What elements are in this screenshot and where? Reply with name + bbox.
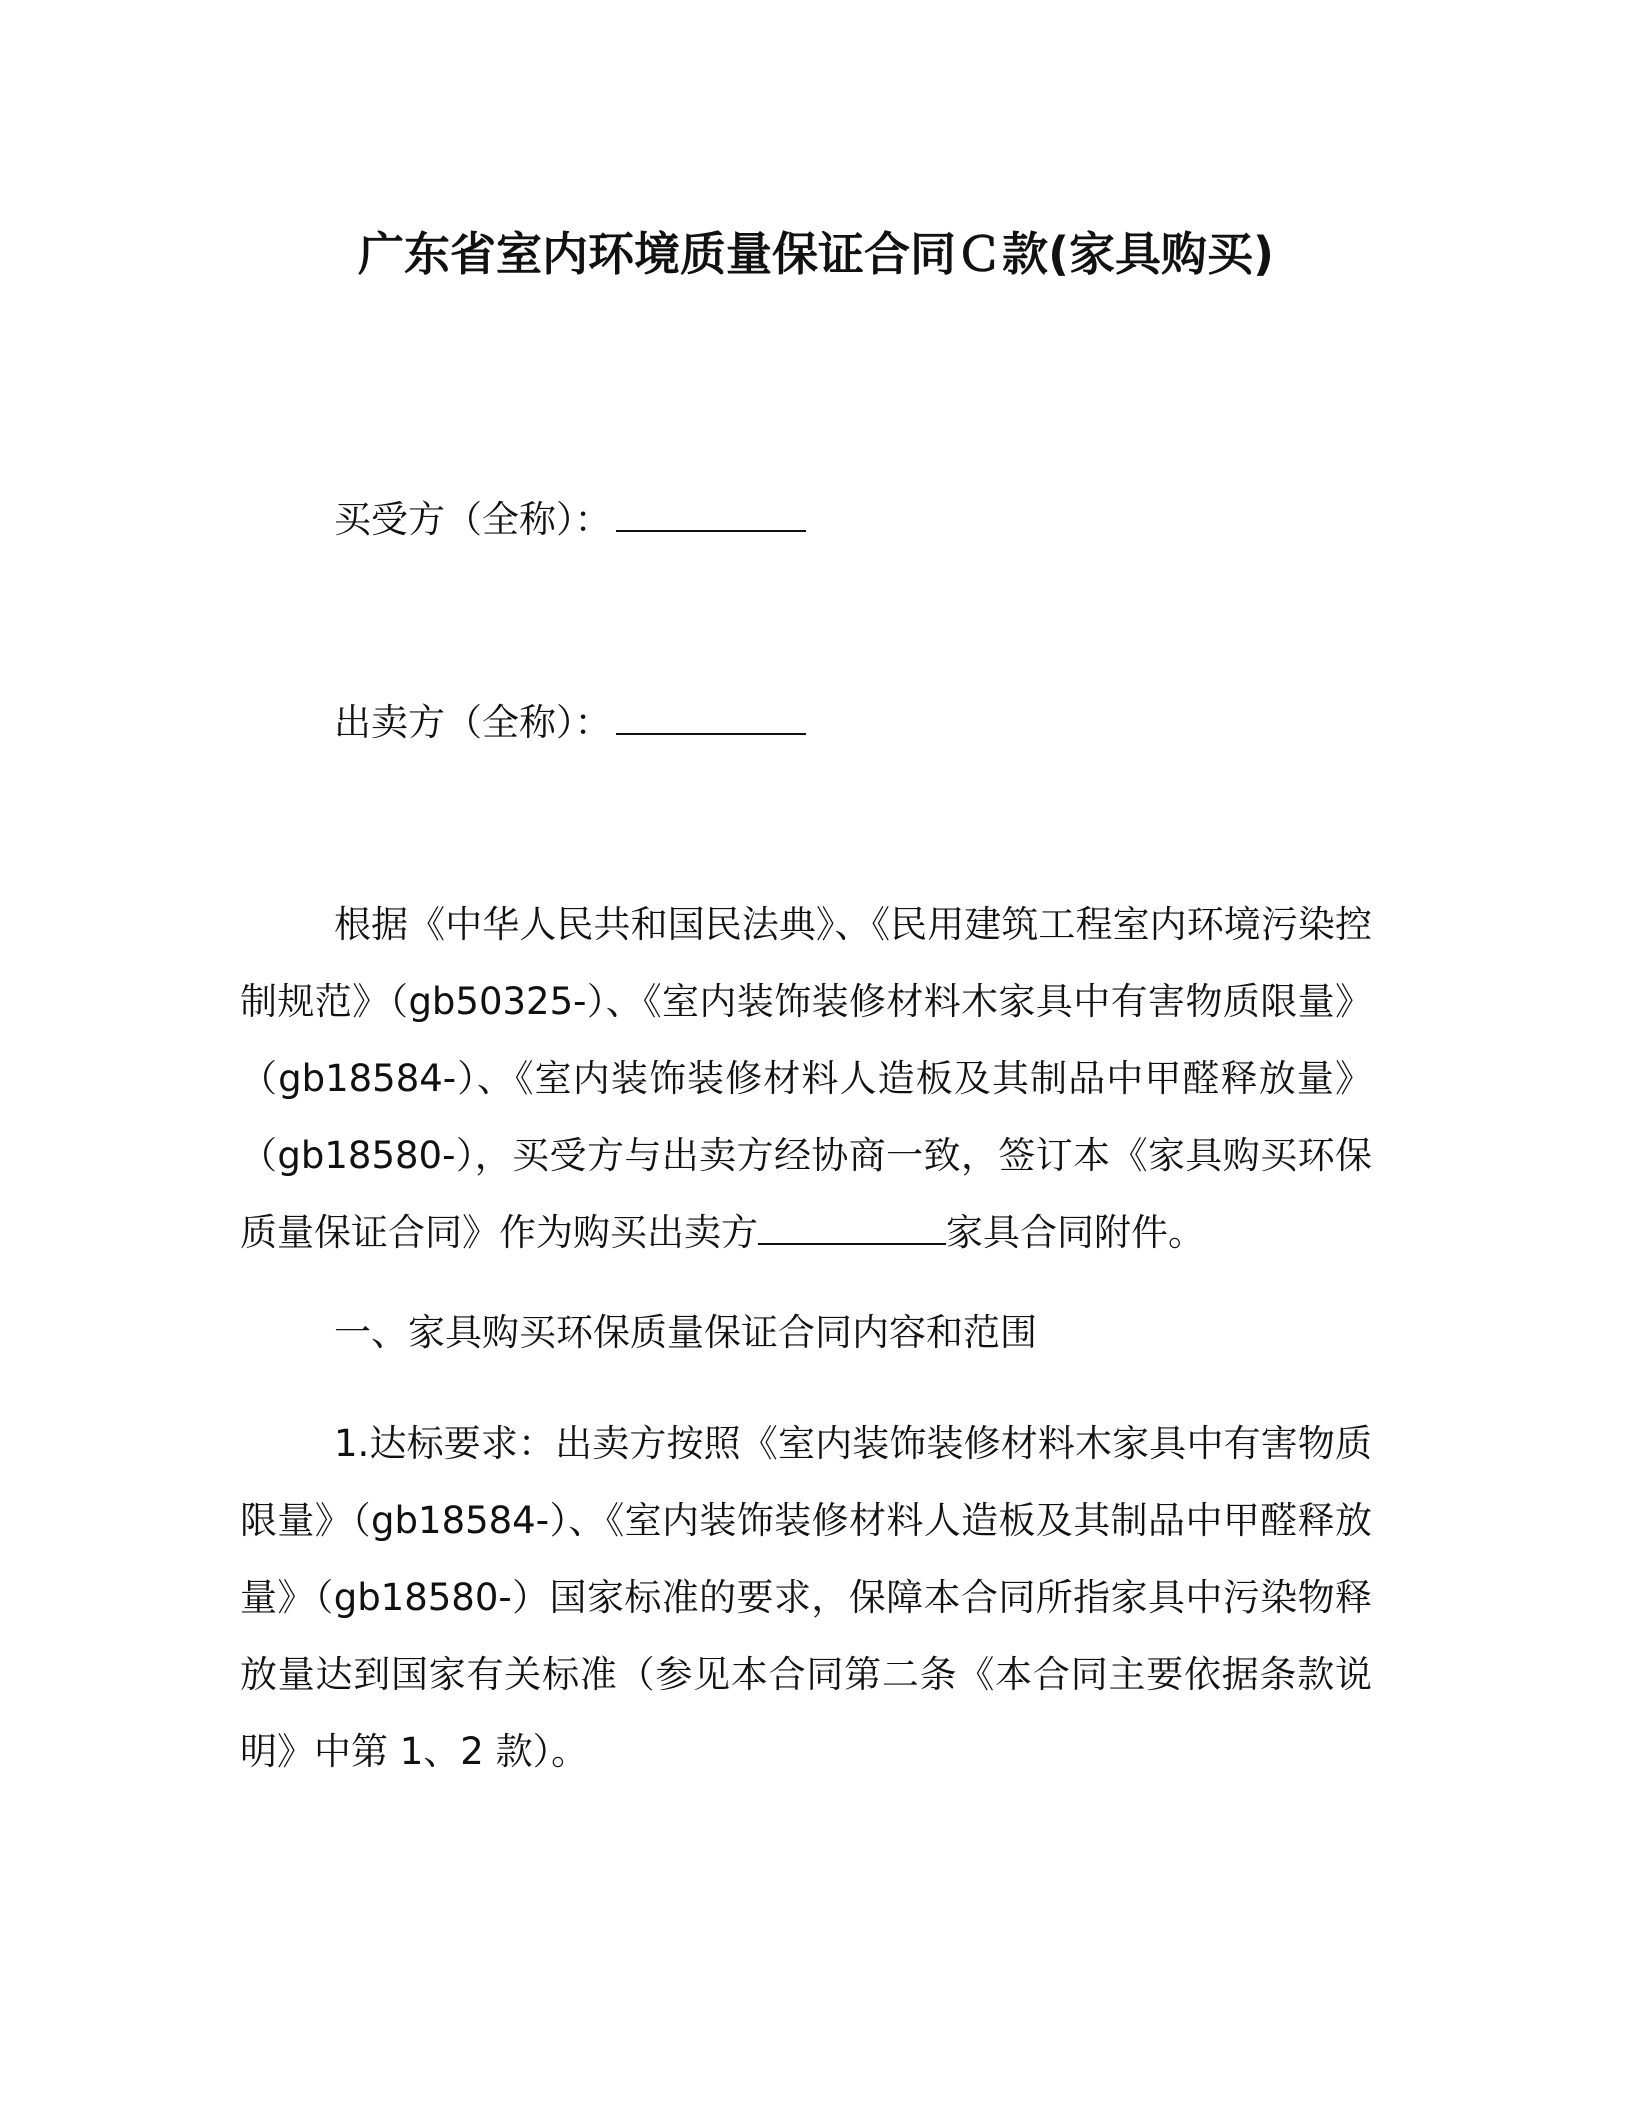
seller-field bbox=[334, 697, 806, 748]
intro-text-part2: 家具合同附件。 bbox=[946, 1211, 1205, 1254]
seller-label: 出卖方（全称）： bbox=[334, 701, 612, 744]
buyer-label: 买受方（全称）： bbox=[334, 498, 612, 541]
seller-furniture-blank[interactable] bbox=[758, 1207, 946, 1245]
buyer-field bbox=[334, 494, 806, 545]
document-title: 广东省室内环境质量保证合同Ｃ款(家具购买) bbox=[357, 227, 1275, 281]
section1-heading: 一、家具购买环保质量保证合同内容和范围 bbox=[334, 1311, 1037, 1354]
seller-name-blank[interactable] bbox=[616, 697, 806, 735]
clause1-paragraph: 1.达标要求：出卖方按照《室内装饰装修材料木家具中有害物质限量》（gb18584-）、《室内装饰装修材料人造板及其制品中甲醛释放量》（gb18580-）国家标准的要求，保障本合同所指家具中污染物释放量达到国家有关标准（参见本合同第二条《本合同主要依据条款说明》中第 1、2 款）。 bbox=[240, 1422, 1372, 1773]
buyer-name-blank[interactable] bbox=[616, 494, 806, 532]
intro-paragraph bbox=[240, 886, 1372, 1271]
intro-text-part1: 根据《中华人民共和国民法典》、《民用建筑工程室内环境污染控制规范》（gb50325-）、《室内装饰装修材料木家具中有害物质限量》（gb18584-）、《室内装饰装修材料人造板及其制品中甲醛释放量》（gb18580-），买受方与出卖方经协商一致，签订本《家具购买环保质量保证合同》作为购买出卖方 bbox=[240, 903, 1372, 1254]
